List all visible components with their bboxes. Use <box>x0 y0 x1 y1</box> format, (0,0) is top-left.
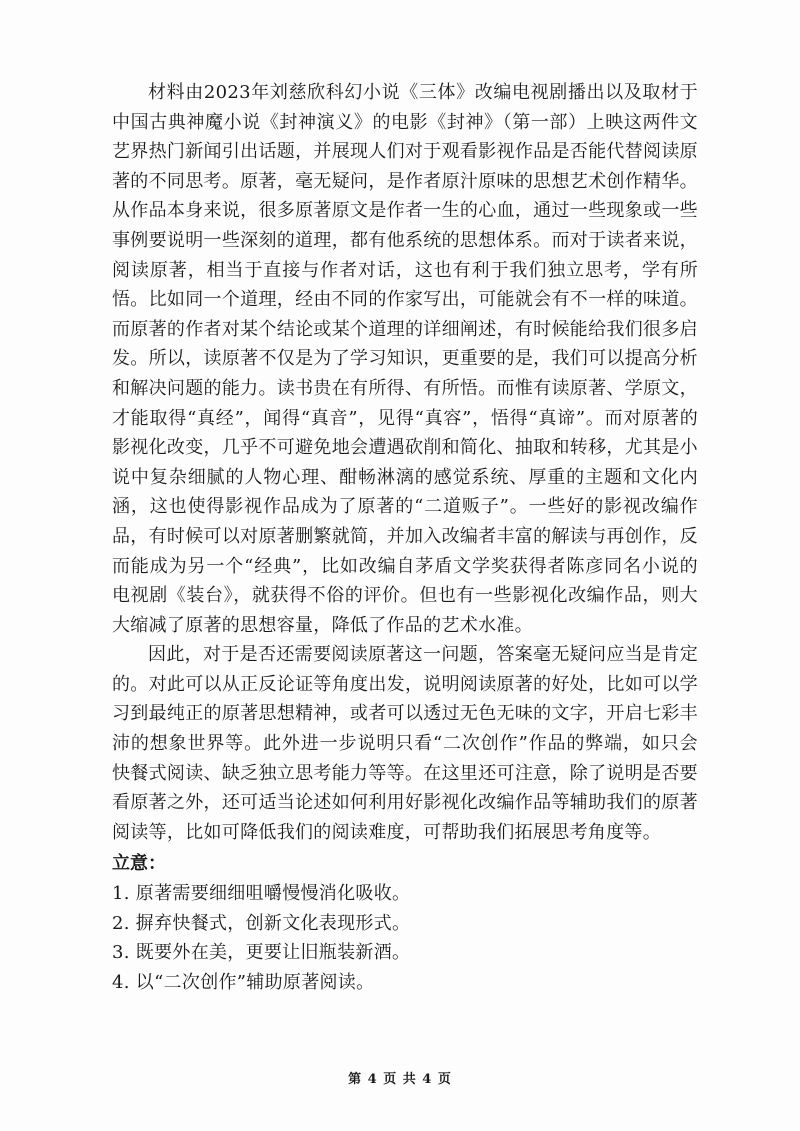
theme-list <box>112 879 698 997</box>
theme-list-item: 1. 原著需要细细咀嚼慢慢消化吸收。 <box>112 883 411 905</box>
theme-list-item: 2. 摒弃快餐式，创新文化表现形式。 <box>112 912 411 934</box>
body-paragraph-2: 因此，对于是否还需要阅读原著这一问题，答案毫无疑问应当是肯定的。对此可以从正反论证等角度出发，说明阅读原著的好处，比如可以学习到最纯正的原著思想精神，或者可以透过无色无味的文字，开启七彩丰沛的想象世界等。此外进一步说明只看“二次创作”作品的弊端，如只会快餐式阅读、缺乏独立思考能力等等。在这里还可注意，除了说明是否要看原著之外，还可适当论述如何利用好影视化改编作品等辅助我们的原著阅读等，比如可降低我们的阅读难度，可帮助我们拓展思考角度等。 <box>112 644 698 843</box>
theme-list-item: 3. 既要外在美，更要让旧瓶装新酒。 <box>112 942 411 964</box>
body-paragraph-1: 材料由2023年刘慈欣科幻小说《三体》改编电视剧播出以及取材于中国古典神魔小说《封神演义》的电影《封神》（第一部）上映这两件文艺界热门新闻引出话题，并展现人们对于观看影视作品是否能代替阅读原著的不同思考。原著，毫无疑问，是作者原汁原味的思想艺术创作精华。从作品本身来说，很多原著原文是作者一生的心血，通过一些现象或一些事例要说明一些深刻的道理，都有他系统的思想体系。而对于读者来说，阅读原著，相当于直接与作者对话，这也有利于我们独立思考，学有所悟。比如同一个道理，经由不同的作家写出，可能就会有不一样的味道。而原著的作者对某个结论或某个道理的详细阐述，有时候能给我们很多启发。所以，读原著不仅是为了学习知识，更重要的是，我们可以提高分析和解决问题的能力。读书贵在有所得、有所悟。而惟有读原著、学原文，才能取得“真经”，闻得“真音”，见得“真容”，悟得“真谛”。而对原著的影视化改变，几乎不可避免地会遭遇砍削和简化、抽取和转移，尤其是小说中复杂细腻的人物心理、酣畅淋漓的感觉系统、厚重的主题和文化内涵，这也使得影视作品成为了原著的“二道贩子”。一些好的影视改编作品，有时候可以对原著删繁就简，并加入改编者丰富的解读与再创作，反而能成为另一个“经典”，比如改编自茅盾文学奖获得者陈彦同名小说的电视剧《装台》，就获得不俗的评价。但也有一些影视化改编作品，则大大缩减了原著的思想容量，降低了作品的艺术水准。 <box>112 82 698 636</box>
theme-list-item: 4. 以“二次创作”辅助原著阅读。 <box>112 971 375 993</box>
section-heading: 立意： <box>112 853 166 875</box>
document-body <box>112 78 698 997</box>
page-number-footer: 第 4 页 共 4 页 <box>348 1072 452 1087</box>
